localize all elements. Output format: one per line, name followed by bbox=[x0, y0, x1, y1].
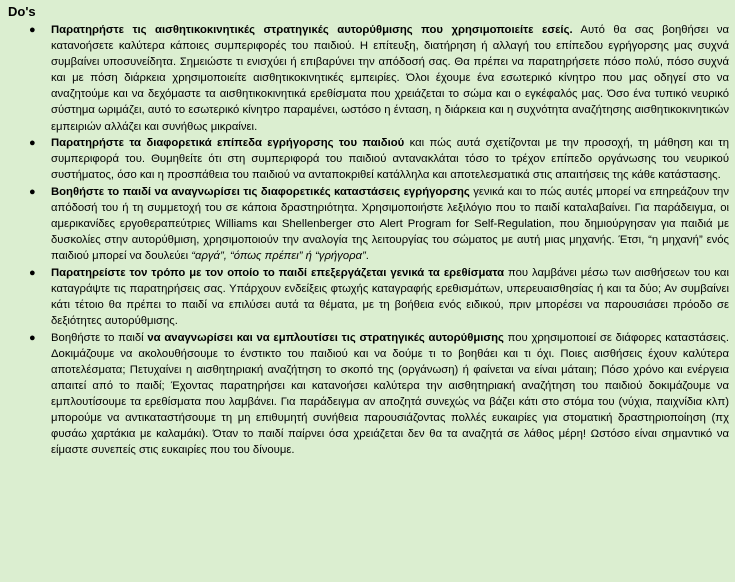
list-item bbox=[8, 135, 729, 183]
item-text: γενικά και το πώς αυτές μπορεί να επηρεάζουν την απόδοσή του ή τη συμμετοχή του σε κάποια δραστηριότητα. Χρησιμοποιήστε λεξιλόγιο που το παιδί καταλαβαίνει. Για παράδειγμα, οι αμερικανίδες εργοθεραπεύτριες Williams και Shellenberger στο Alert Program for Self-Regulation, που δημιούργησαν για παιδιά με δυσκολίες στην αυτορύθμιση, χρησιμοποιούν την αναλογία της λειτουργίας του σώματος με αυτή μιας μηχανής. Έτσι, “η μηχανή” ενός παιδιού μπορεί να δουλεύει bbox=[51, 185, 729, 263]
item-text: που λαμβάνει μέσω των αισθήσεων του και καταγράψτε τις παρατηρήσεις σας. Υπάρχουν ενδείξεις φτωχής καταγραφής ερεθισμάτων, υπερευαισθησίας ή και τα δύο; Αν συμβαίνει κάτι τέτοιο θα πρέπει το παιδί να επιλύσει αυτά τα θέματα, με τη βοήθεια ενός ειδικού, πριν μπορέσει να παρουσιάσει πρόοδο σε δεξιότητες αυτορύθμισης. bbox=[51, 266, 729, 328]
item-text-prefix: Βοηθήστε το παιδί bbox=[51, 331, 148, 344]
item-bold-lead: Βοηθήστε το παιδί να αναγνωρίσει τις διαφορετικές καταστάσεις εγρήγορσης bbox=[51, 185, 470, 198]
item-text: και πώς αυτά σχετίζονται με την προσοχή, τη μάθηση και τη συμπεριφορά του. Θυμηθείτε ότι στη συμπεριφορά του παιδιού αντανακλάται τόσο το τρέχον επίπεδο οργάνωσης του νευρικού συστήματος, όσο και η προσπάθεια του παιδιού να ανταποκριθεί κατάλληλα και αποτελεσματικά στις απαιτήσεις της κάθε κατάστασης. bbox=[51, 137, 730, 182]
item-bold-lead: να αναγνωρίσει και να εμπλουτίσει τις στρατηγικές αυτορύθμισης bbox=[147, 331, 504, 344]
item-bold-lead: Παρατηρείστε τον τρόπο με τον οποίο το παιδί επεξεργάζεται γενικά τα ερεθίσματα bbox=[51, 266, 505, 279]
bullet-icon: ● bbox=[29, 266, 36, 279]
list-item bbox=[8, 184, 729, 264]
item-italic-text: “αργά”, “όπως πρέπει” ή “γρήγορα” bbox=[191, 250, 366, 263]
bullet-icon: ● bbox=[29, 24, 36, 36]
bullet-icon: ● bbox=[29, 137, 36, 150]
item-text: Αυτό θα σας βοηθήσει να κατανοήσετε καλύτερα κάποιες συμπεριφορές του παιδιού. Η επίτευξη, διατήρηση ή αλλαγή του επίπεδου εγρήγορσης μας συχνά συμβαίνει υποσυνείδητα. Σημειώστε τι ενισχύει ή επιβαρύνει την απόδοσή σας. Θα πρέπει να παρατηρήσετε πόσο πολύ, πόσο συχνά και με πόση διάρκεια χρησιμοποιείτε αισθητικοκινητικές εμπειρίες. Όλοι έχουμε ένα εσωτερικό κίνητρο που μας οδηγεί στο να αναζητούμε και να δεχόμαστε τα αισθητικοκινητικά ερεθίσματα που χρειάζεται το σώμα και ο εγκέφαλός μας. Όσο ένα τυπικό νευρικό σύστημα ωριμάζει, αυτό το εσωτερικό κίνητρο παραμένει, ωστόσο η ένταση, η διάρκεια και η συχνότητα αναζήτησης αισθητικοκινητικών εμπειριών αλλάζει και συνήθως μικραίνει. bbox=[51, 24, 730, 133]
item-bold-lead: Παρατηρήστε τις αισθητικοκινητικές στρατηγικές αυτορύθμισης που χρησιμοποιείτε εσείς. bbox=[51, 24, 573, 36]
bullet-icon: ● bbox=[29, 185, 36, 198]
list-item bbox=[8, 22, 729, 135]
list-item bbox=[8, 265, 729, 329]
item-text: που χρησιμοποιεί σε διάφορες καταστάσεις. Δοκιμάζουμε να ακολουθήσουμε το ένστικτο του παιδιού και να δούμε τι το βοηθάει και τι όχι. Ποιες αισθήσεις έχουν καλύτερα αποτελέσματα; Πετυχαίνει η αισθητηριακή αναζήτηση το σκοπό της (οργάνωση) ή φαίνεται να είναι μάταιη; Πόσο χρόνο και ενέργεια απαιτεί από το παιδί; Έχοντας παρατηρήσει και κατανοήσει καλύτερα την αισθητηριακή αναζήτηση του παιδιού δοκιμάζουμε να εμπλουτίσουμε τα ερεθίσματα που λαμβάνει. Για παράδειγμα αν αποζητά συνεχώς να βάζει κάτι στο στόμα του (νύχια, παιχνίδια κλπ) μπορούμε να αντικαταστήσουμε τη μη επιθυμητή συνήθεια παρουσιάζοντας πολλές ευκαιρίες για στοματική δραστηριοποίηση (πχ φυσάω χαρτάκια με καλαμάκι). Όταν το παιδί παίρνει όσα χρειάζεται δεν θα τα αναζητά σε λάθος μέρη! Ωστόσο είναι σημαντικό να είμαστε συνεπείς στις ευκαιρίες που του δίνουμε. bbox=[51, 331, 729, 457]
dos-list bbox=[8, 22, 729, 459]
item-bold-lead: Παρατηρήστε τα διαφορετικά επίπεδα εγρήγορσης του παιδιού bbox=[51, 137, 405, 150]
item-text-end: . bbox=[365, 250, 369, 263]
list-item bbox=[8, 330, 729, 459]
section-heading: Do's bbox=[8, 4, 36, 19]
bullet-icon: ● bbox=[29, 331, 36, 344]
